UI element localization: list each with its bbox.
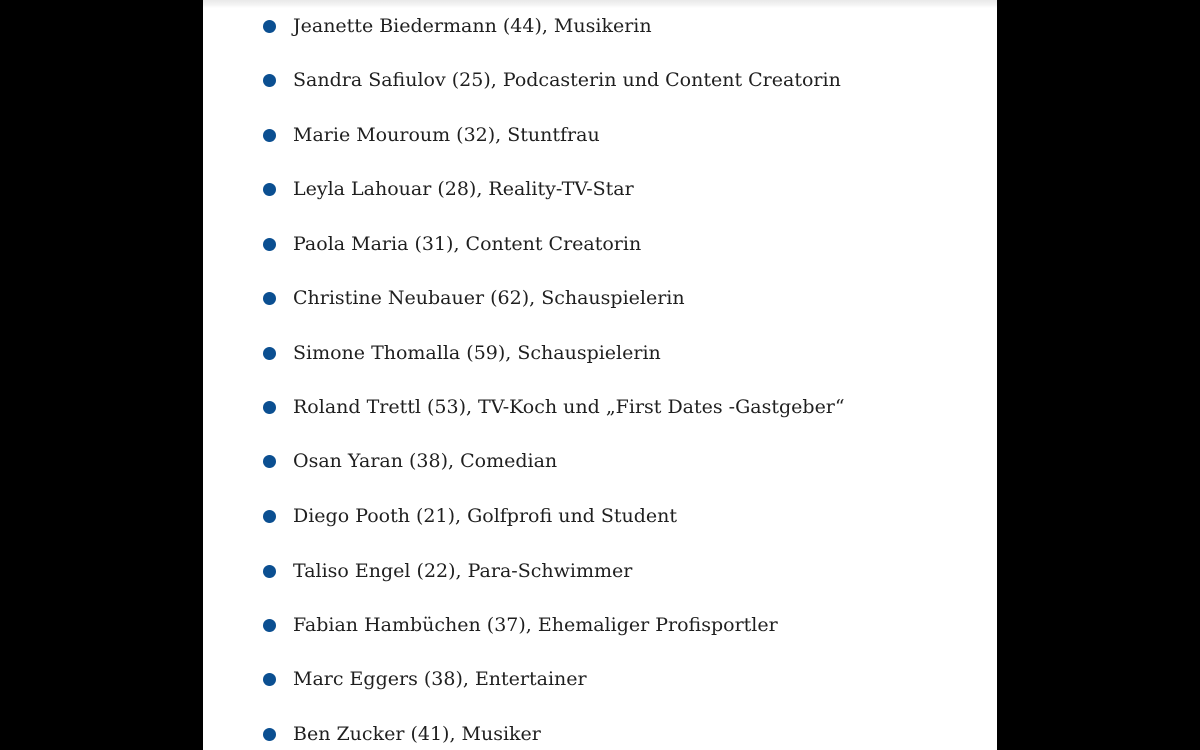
bullet-icon — [263, 292, 276, 305]
list-item-text: Marie Mouroum (32), Stuntfrau — [293, 124, 600, 146]
list-item — [203, 120, 997, 150]
list-item-text: Paola Maria (31), Content Creatorin — [293, 233, 642, 255]
bullet-icon — [263, 619, 276, 632]
bullet-icon — [263, 20, 276, 33]
article-page — [203, 0, 997, 750]
bullet-icon — [263, 510, 276, 523]
list-item-text: Simone Thomalla (59), Schauspielerin — [293, 342, 661, 364]
list-item-text: Marc Eggers (38), Entertainer — [293, 668, 587, 690]
bullet-icon — [263, 565, 276, 578]
bullet-icon — [263, 74, 276, 87]
list-item-text: Fabian Hambüchen (37), Ehemaliger Profisportler — [293, 614, 778, 636]
list-item — [203, 719, 997, 749]
list-item — [203, 556, 997, 586]
list-item — [203, 283, 997, 313]
bullet-icon — [263, 673, 276, 686]
list-item — [203, 65, 997, 95]
list-item — [203, 501, 997, 531]
list-item-text: Diego Pooth (21), Golfprofi und Student — [293, 505, 678, 527]
list-item — [203, 664, 997, 694]
list-item-text: Taliso Engel (22), Para-Schwimmer — [293, 560, 633, 582]
list-item — [203, 610, 997, 640]
bullet-icon — [263, 401, 276, 414]
top-shadow — [203, 0, 997, 8]
list-item — [203, 446, 997, 476]
list-item-text: Jeanette Biedermann (44), Musikerin — [293, 15, 652, 37]
bullet-icon — [263, 238, 276, 251]
bullet-icon — [263, 455, 276, 468]
list-item-text: Leyla Lahouar (28), Reality-TV-Star — [293, 178, 634, 200]
list-item — [203, 11, 997, 41]
list-item-text: Osan Yaran (38), Comedian — [293, 450, 558, 472]
list-item-text: Ben Zucker (41), Musiker — [293, 723, 541, 745]
bullet-icon — [263, 347, 276, 360]
list-item — [203, 392, 997, 422]
bullet-icon — [263, 728, 276, 741]
list-item-text: Sandra Safiulov (25), Podcasterin und Content Creatorin — [293, 69, 841, 91]
list-item — [203, 338, 997, 368]
list-item-text: Roland Trettl (53), TV-Koch und „First Dates -Gastgeber“ — [293, 396, 845, 418]
list-item — [203, 229, 997, 259]
bullet-icon — [263, 129, 276, 142]
list-item-text: Christine Neubauer (62), Schauspielerin — [293, 287, 685, 309]
list-item — [203, 174, 997, 204]
bullet-icon — [263, 183, 276, 196]
